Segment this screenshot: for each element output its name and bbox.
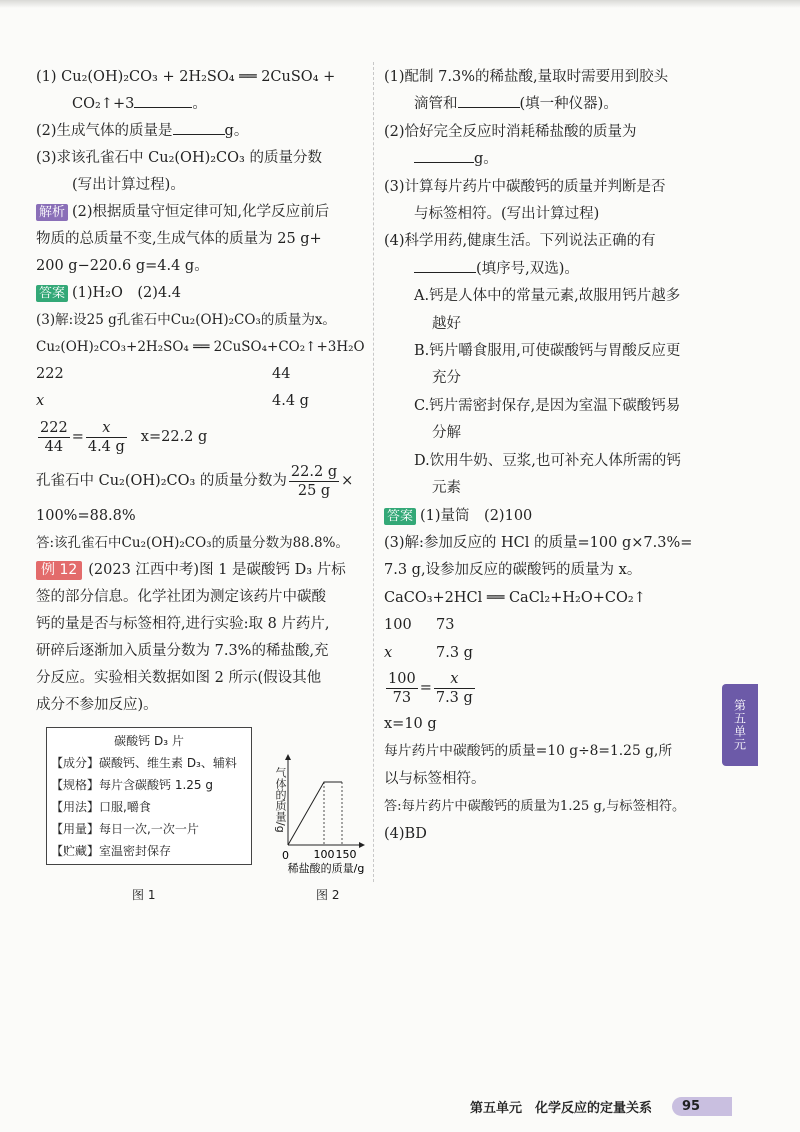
solution-equation: CaCO₃+2HCl ══ CaCl₂+H₂O+CO₂↑ — [384, 589, 646, 606]
fraction: $\frac{222}{44}$ — [40, 419, 68, 455]
solution-answer: 答:每片药片中碳酸钙的质量为1.25 g,与标签相符。 — [384, 799, 686, 815]
medicine-label-row: 【成分】碳酸钙、维生素 D₃、辅料 — [51, 756, 237, 770]
answer-blank[interactable] — [414, 146, 474, 163]
medicine-label-row: 【用量】每日一次,一次一片 — [51, 822, 199, 836]
r4-line-a: (4)科学用药,健康生活。下列说法正确的有 — [384, 233, 656, 250]
medicine-label-row: 【规格】每片含碳酸钙 1.25 g — [51, 778, 213, 792]
solution-answer: 答:该孔雀石中Cu₂(OH)₂CO₃的质量分数为88.8%。 — [36, 535, 349, 551]
option-b-cont: 充分 — [432, 370, 461, 387]
right-column — [384, 64, 720, 848]
example-line-5: 分反应。实验相关数据如图 2 所示(假设其他 — [36, 670, 322, 686]
example-line-6: 成分不参加反应)。 — [36, 697, 158, 713]
example-line-3: 钙的量是否与标签相符,进行实验:取 8 片药片, — [36, 616, 330, 632]
solution-line-3: 每片药片中碳酸钙的质量=10 g÷8=1.25 g,所 — [384, 743, 673, 760]
solution-proportion: $\frac{100}{73}$ = $\frac{x}{7.3 g}$ — [388, 671, 473, 707]
r1-line-a: (1)配制 7.3%的稀盐酸,量取时需要用到胶头 — [384, 69, 669, 85]
example-line-1: 例 12 (2023 江西中考)图 1 是碳酸钙 D₃ 片标 — [36, 557, 366, 584]
page-edge — [0, 0, 800, 8]
gas-mass-series-line — [288, 782, 342, 845]
analysis-line-3: 200 g−220.6 g=4.4 g。 — [36, 258, 209, 274]
medicine-label-row: 【用法】口服,嚼食 — [51, 800, 151, 814]
r3-line-b: 与标签相符。(写出计算过程) — [414, 206, 600, 223]
page-number: 95 — [672, 1097, 732, 1116]
fraction: $\frac{100}{73}$ — [388, 671, 416, 707]
r1-line-b: 滴管和 (填一种仪器)。 — [384, 91, 720, 118]
option-a-cont: 越好 — [432, 315, 461, 332]
q3-line-a: (3)求该孔雀石中 Cu₂(OH)₂CO₃ 的质量分数 — [36, 150, 322, 166]
answer-line: 答案 (1)量筒 (2)100 — [384, 503, 720, 530]
solution-line-1: (3)解:参加反应的 HCl 的质量=100 g×7.3%= — [384, 534, 693, 551]
column-divider — [373, 62, 374, 882]
r3-line-a: (3)计算每片药片中碳酸钙的质量并判断是否 — [384, 178, 666, 195]
solution-equation: Cu₂(OH)₂CO₃+2H₂SO₄ ══ 2CuSO₄+CO₂↑+3H₂O — [36, 339, 365, 355]
answer-blank[interactable] — [134, 91, 192, 108]
r4-line-b: (填序号,双选)。 — [384, 256, 720, 283]
option-c: C.钙片需密封保存,是因为室温下碳酸钙易 — [414, 397, 681, 414]
answer-tag: 答案 — [36, 285, 68, 302]
page-footer — [470, 1093, 732, 1119]
y-axis-label: 气体的质量/g — [274, 767, 287, 833]
answer-blank[interactable] — [458, 91, 520, 108]
option-c-cont: 分解 — [432, 425, 461, 442]
q3-line-b: (写出计算过程)。 — [72, 177, 185, 193]
fraction: $\frac{x}{4.4 g}$ — [87, 419, 125, 455]
solution-line-2: 7.3 g,设参加反应的碳酸钙的质量为 x。 — [384, 562, 642, 579]
solution-mass-row-1: 100 73 — [384, 617, 455, 634]
analysis-line-2: 物质的总质量不变,生成气体的质量为 25 g+ — [36, 231, 322, 247]
x-tick-label: 100 — [313, 848, 335, 861]
answer-blank[interactable] — [173, 118, 225, 135]
option-a: A.钙是人体中的常量元素,故服用钙片越多 — [414, 288, 681, 305]
left-column — [36, 64, 366, 902]
analysis-line-1: 解析 (2)根据质量守恒定律可知,化学反应前后 — [36, 199, 366, 226]
analysis-tag: 解析 — [36, 204, 68, 221]
r2-line-a: (2)恰好完全反应时消耗稀盐酸的质量为 — [384, 123, 637, 140]
example-line-2: 签的部分信息。化学社团为测定该药片中碳酸 — [36, 589, 326, 605]
x-tick-label: 150 — [335, 848, 357, 861]
solution-x: x=10 g — [384, 715, 437, 732]
medicine-label-title: 碳酸钙 D₃ 片 — [114, 734, 184, 748]
origin-tick-label: 0 — [282, 849, 289, 862]
q1-line-a: (1) Cu₂(OH)₂CO₃ + 2H₂SO₄ ══ 2CuSO₄ + — [36, 69, 336, 85]
medicine-label — [46, 727, 252, 865]
figure-2-chart — [248, 727, 368, 877]
solution-line-4: 以与标签相符。 — [384, 770, 486, 787]
q2-line: (2)生成气体的质量是 g。 — [36, 118, 366, 145]
figure-1-caption: 图 1 — [132, 888, 156, 902]
answer-line: 答案 (1)H₂O (2)4.4 — [36, 280, 366, 307]
figures — [36, 727, 366, 902]
solution-line-1: (3)解:设25 g孔雀石中Cu₂(OH)₂CO₃的质量为x。 — [36, 312, 336, 328]
solution-mass-row-2: x 4.4 g — [36, 393, 309, 409]
option-b: B.钙片嚼食服用,可使碳酸钙与胃酸反应更 — [414, 343, 681, 360]
q1-line-b: CO₂↑+3 。 — [36, 91, 366, 118]
footer-chapter: 第五单元 化学反应的定量关系 — [470, 1100, 653, 1116]
r2-line-b: g。 — [384, 146, 720, 173]
unit-side-tab[interactable]: 第五单元 — [722, 684, 758, 766]
option-d-cont: 元素 — [432, 480, 461, 497]
answer-tag: 答案 — [384, 508, 416, 525]
example-line-4: 研碎后逐渐加入质量分数为 7.3%的稀盐酸,充 — [36, 643, 329, 659]
option-d: D.饮用牛奶、豆浆,也可补充人体所需的钙 — [414, 452, 681, 469]
medicine-label-row: 【贮藏】室温密封保存 — [51, 844, 172, 858]
answer-blank[interactable] — [414, 256, 476, 273]
solution-mass-row-2: x 7.3 g — [384, 644, 473, 661]
fraction: $\frac{22.2 g}{25 g}$ — [290, 463, 338, 499]
solution-proportion: $\frac{222}{44}$ = $\frac{x}{4.4 g}$ x=22.2 g — [40, 419, 208, 455]
fraction: $\frac{x}{7.3 g}$ — [435, 671, 473, 707]
solution-mass-row-1: 222 44 — [36, 366, 291, 382]
figure-2-caption: 图 2 — [316, 888, 340, 902]
solution-percentage-result: 100%=88.8% — [36, 508, 136, 524]
example-tag: 例 12 — [36, 561, 82, 580]
x-axis-label: 稀盐酸的质量/g — [287, 862, 365, 875]
solution-percentage: 孔雀石中 Cu₂(OH)₂CO₃ 的质量分数为 $\frac{22.2 g}{25 g}$ × — [36, 463, 354, 499]
solution-line-6: (4)BD — [384, 825, 427, 842]
